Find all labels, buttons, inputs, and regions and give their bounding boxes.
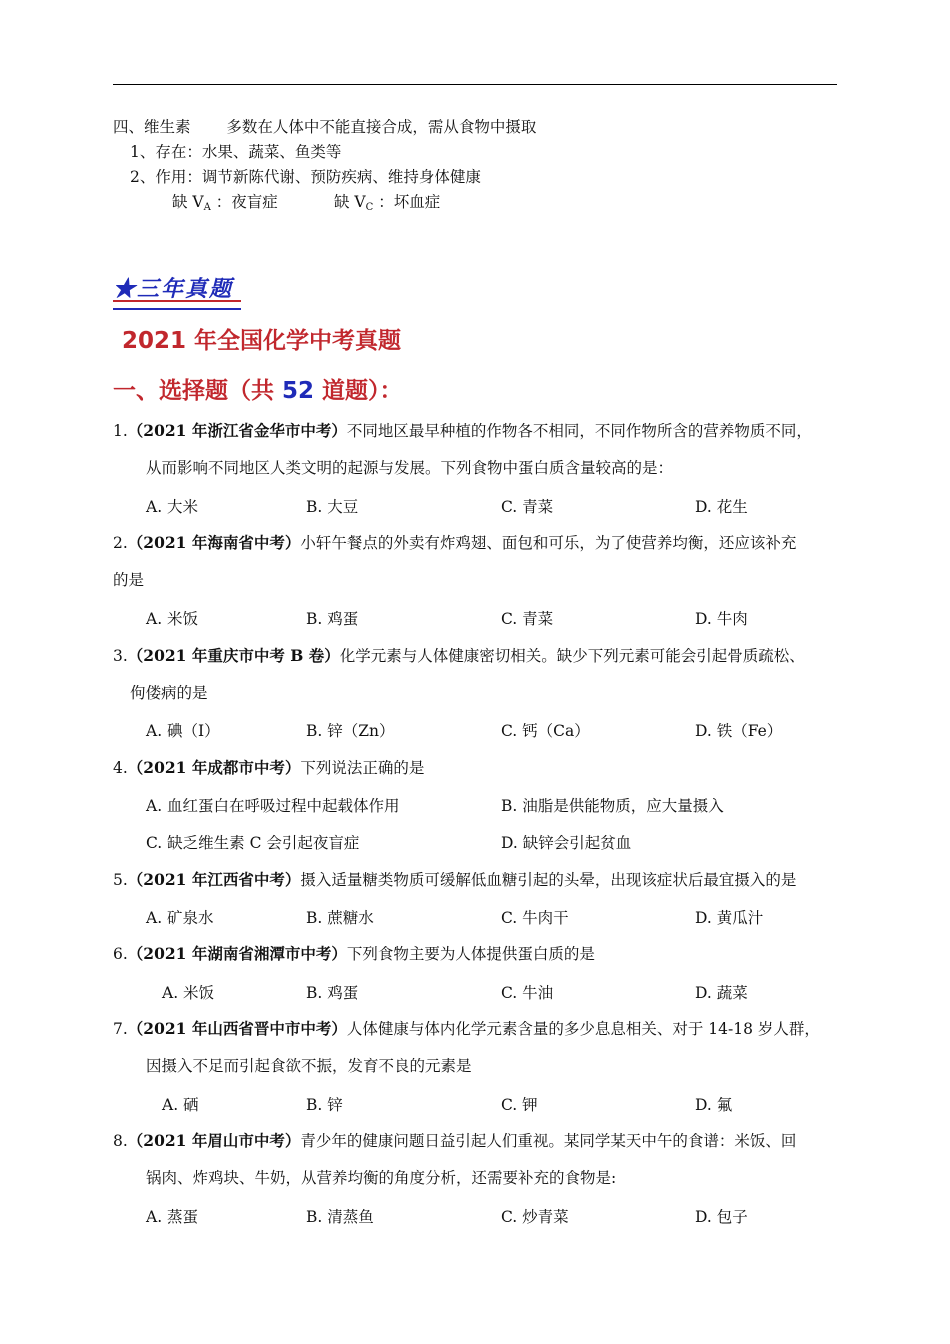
part-title-b: 道题）：	[314, 378, 403, 404]
part-title-a: 一、选择题（共	[113, 378, 283, 404]
q4-option-b: B. 油脂是供能物质，应大量摄入	[501, 797, 724, 815]
question-source: （2021 年湖南省湘潭市中考）	[127, 944, 347, 963]
part-title-num: 52	[282, 378, 315, 404]
q1-option-b: B. 大豆	[306, 498, 359, 516]
vitamin-lack-a	[172, 191, 278, 219]
q8-option-a: A. 蒸蛋	[146, 1208, 199, 1226]
question-number: 1.	[113, 422, 128, 440]
question-source: （2021 年成都市中考）	[127, 758, 301, 777]
q7-option-b: B. 锌	[306, 1096, 343, 1114]
question-number: 4.	[113, 759, 128, 777]
q3-option-b: B. 锌（Zn）	[306, 722, 395, 740]
q8-option-d: D. 包子	[695, 1208, 748, 1226]
lack-a-sub: A	[203, 202, 211, 213]
question-8	[113, 1130, 796, 1152]
q3-option-d: D. 铁（Fe）	[695, 722, 783, 740]
header-rule	[113, 84, 837, 85]
question-4	[113, 757, 424, 779]
question-text: 人体健康与体内化学元素含量的多少息息相关、对于 14-18 岁人群，	[346, 1020, 820, 1038]
q6-option-d: D. 蔬菜	[695, 984, 748, 1002]
question-text: 化学元素与人体健康密切相关。缺少下列元素可能会引起骨质疏松、	[339, 647, 805, 665]
q2-option-a: A. 米饭	[146, 610, 199, 628]
lack-c-sub: C	[365, 202, 374, 213]
question-8-cont: 锅肉、炸鸡块、牛奶，从营养均衡的角度分析，还需要补充的食物是:	[146, 1169, 617, 1187]
vitamin-heading-line	[113, 116, 536, 138]
vitamin-heading-desc: 多数在人体中不能直接合成，需从食物中摄取	[226, 118, 537, 136]
lack-c-prefix: 缺 V	[334, 193, 366, 211]
q4-option-c: C. 缺乏维生素 C 会引起夜盲症	[146, 834, 360, 852]
question-text: 小轩午餐点的外卖有炸鸡翅、面包和可乐，为了使营养均衡，还应该补充	[300, 534, 797, 552]
q3-option-c: C. 钙（Ca）	[501, 722, 590, 740]
q6-option-c: C. 牛油	[501, 984, 554, 1002]
question-5	[113, 869, 796, 891]
lack-a-text: ：夜盲症	[215, 193, 278, 211]
question-number: 2.	[113, 534, 128, 552]
q5-option-b: B. 蔗糖水	[306, 909, 374, 927]
vitamin-lack-c	[334, 191, 440, 219]
question-source: （2021 年江西省中考）	[127, 870, 301, 889]
question-source: （2021 年眉山市中考）	[127, 1131, 301, 1150]
question-source: （2021 年重庆市中考 B 卷）	[127, 646, 340, 665]
q5-option-c: C. 牛肉干	[501, 909, 569, 927]
question-3-cont: 佝偻病的是	[130, 684, 208, 702]
exam-title: 2021 年全国化学中考真题	[122, 328, 402, 354]
q6-option-a: A. 米饭	[162, 984, 215, 1002]
question-source: （2021 年浙江省金华市中考）	[127, 421, 347, 440]
q5-option-d: D. 黄瓜汁	[695, 909, 764, 927]
section-title: ★三年真题	[113, 276, 234, 302]
question-text: 下列说法正确的是	[300, 759, 425, 777]
q2-option-b: B. 鸡蛋	[306, 610, 359, 628]
question-6	[113, 943, 595, 965]
q8-option-c: C. 炒青菜	[501, 1208, 569, 1226]
question-1	[113, 420, 812, 442]
q1-option-a: A. 大米	[146, 498, 199, 516]
q4-option-a: A. 血红蛋白在呼吸过程中起载体作用	[146, 797, 400, 815]
question-number: 5.	[113, 871, 128, 889]
question-number: 7.	[113, 1020, 128, 1038]
question-number: 8.	[113, 1132, 128, 1150]
q2-option-c: C. 青菜	[501, 610, 554, 628]
question-7	[113, 1018, 820, 1040]
question-2	[113, 532, 796, 554]
q4-option-d: D. 缺锌会引起贫血	[501, 834, 632, 852]
question-source: （2021 年山西省晋中市中考）	[127, 1019, 347, 1038]
question-3	[113, 645, 805, 667]
question-text: 摄入适量糖类物质可缓解低血糖引起的头晕，出现该症状后最宜摄入的是	[300, 871, 797, 889]
q5-option-a: A. 矿泉水	[146, 909, 214, 927]
question-text: 青少年的健康问题日益引起人们重视。某同学某天中午的食谱：米饭、回	[300, 1132, 797, 1150]
vitamin-item-1: 1、存在：水果、蔬菜、鱼类等	[130, 143, 342, 161]
lack-a-prefix: 缺 V	[172, 193, 204, 211]
q1-option-c: C. 青菜	[501, 498, 554, 516]
question-number: 6.	[113, 945, 128, 963]
vitamin-item-2: 2、作用：调节新陈代谢、预防疾病、维持身体健康	[130, 168, 481, 186]
question-number: 3.	[113, 647, 128, 665]
question-source: （2021 年海南省中考）	[127, 533, 301, 552]
q8-option-b: B. 清蒸鱼	[306, 1208, 374, 1226]
question-2-cont: 的是	[113, 571, 145, 589]
q7-option-c: C. 钾	[501, 1096, 538, 1114]
q2-option-d: D. 牛肉	[695, 610, 748, 628]
section-title-underline	[113, 300, 241, 310]
q3-option-a: A. 碘（I）	[146, 722, 220, 740]
question-text: 下列食物主要为人体提供蛋白质的是	[346, 945, 595, 963]
question-1-cont: 从而影响不同地区人类文明的起源与发展。下列食物中蛋白质含量较高的是：	[146, 459, 674, 477]
q6-option-b: B. 鸡蛋	[306, 984, 359, 1002]
q7-option-d: D. 氟	[695, 1096, 733, 1114]
q1-option-d: D. 花生	[695, 498, 748, 516]
lack-c-text: ：坏血症	[378, 193, 441, 211]
vitamin-heading: 四、维生素	[113, 118, 191, 136]
question-7-cont: 因摄入不足而引起食欲不振，发育不良的元素是	[146, 1057, 472, 1075]
part-title	[113, 372, 403, 405]
q7-option-a: A. 硒	[162, 1096, 199, 1114]
question-text: 不同地区最早种植的作物各不相同，不同作物所含的营养物质不同，	[346, 422, 812, 440]
